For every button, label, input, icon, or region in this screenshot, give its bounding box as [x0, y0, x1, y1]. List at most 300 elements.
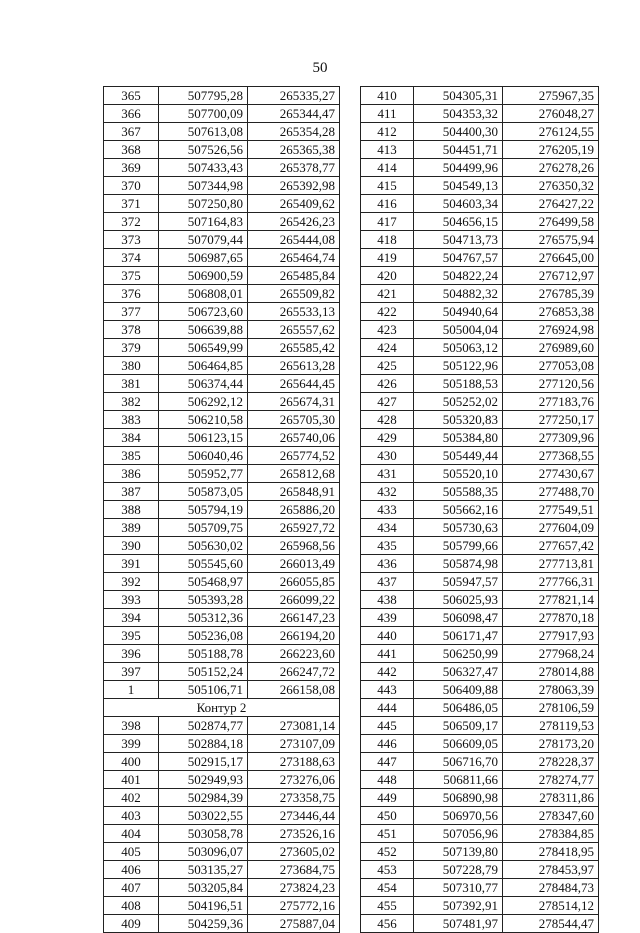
table-row: [361, 753, 599, 771]
point-number: 368: [104, 141, 159, 159]
table-row: [104, 825, 340, 843]
x-coordinate: 503096,07: [159, 843, 248, 861]
y-coordinate: 273605,02: [248, 843, 340, 861]
y-coordinate: 265585,42: [248, 339, 340, 357]
table-body: [361, 87, 599, 933]
point-number: 426: [361, 375, 414, 393]
x-coordinate: 507700,09: [159, 105, 248, 123]
y-coordinate: 276785,39: [503, 285, 599, 303]
y-coordinate: 277917,93: [503, 627, 599, 645]
y-coordinate: 275967,35: [503, 87, 599, 105]
point-number: 413: [361, 141, 414, 159]
table-row: [104, 339, 340, 357]
table-row: [104, 393, 340, 411]
x-coordinate: 505004,04: [414, 321, 503, 339]
table-row: [104, 879, 340, 897]
y-coordinate: 278544,47: [503, 915, 599, 933]
x-coordinate: 506639,88: [159, 321, 248, 339]
y-coordinate: 273684,75: [248, 861, 340, 879]
x-coordinate: 504196,51: [159, 897, 248, 915]
x-coordinate: 505947,57: [414, 573, 503, 591]
table-row: [104, 591, 340, 609]
table-row: [104, 807, 340, 825]
x-coordinate: 502949,93: [159, 771, 248, 789]
point-number: 392: [104, 573, 159, 591]
point-number: 374: [104, 249, 159, 267]
table-row: [104, 195, 340, 213]
table-row: [361, 897, 599, 915]
x-coordinate: 504882,32: [414, 285, 503, 303]
table-row: [361, 231, 599, 249]
table-row: [104, 411, 340, 429]
point-number: 388: [104, 501, 159, 519]
y-coordinate: 278514,12: [503, 897, 599, 915]
point-number: 446: [361, 735, 414, 753]
point-number: 454: [361, 879, 414, 897]
x-coordinate: 505799,66: [414, 537, 503, 555]
y-coordinate: 278384,85: [503, 825, 599, 843]
point-number: 417: [361, 213, 414, 231]
point-number: 448: [361, 771, 414, 789]
x-coordinate: 505393,28: [159, 591, 248, 609]
table-row: [104, 753, 340, 771]
x-coordinate: 506409,88: [414, 681, 503, 699]
table-row: [361, 771, 599, 789]
x-coordinate: 504713,73: [414, 231, 503, 249]
x-coordinate: 506970,56: [414, 807, 503, 825]
point-number: 429: [361, 429, 414, 447]
x-coordinate: 506171,47: [414, 627, 503, 645]
y-coordinate: 278418,95: [503, 843, 599, 861]
table-row: [361, 357, 599, 375]
x-coordinate: 506250,99: [414, 645, 503, 663]
point-number: 414: [361, 159, 414, 177]
x-coordinate: 506123,15: [159, 429, 248, 447]
point-number: 393: [104, 591, 159, 609]
point-number: 445: [361, 717, 414, 735]
point-number: 449: [361, 789, 414, 807]
y-coordinate: 265365,38: [248, 141, 340, 159]
y-coordinate: 265848,91: [248, 483, 340, 501]
x-coordinate: 503135,27: [159, 861, 248, 879]
x-coordinate: 504451,71: [414, 141, 503, 159]
y-coordinate: 265378,77: [248, 159, 340, 177]
point-number: 447: [361, 753, 414, 771]
point-number: 387: [104, 483, 159, 501]
point-number: 450: [361, 807, 414, 825]
point-number: 444: [361, 699, 414, 717]
point-number: 411: [361, 105, 414, 123]
x-coordinate: 505063,12: [414, 339, 503, 357]
x-coordinate: 505873,05: [159, 483, 248, 501]
x-coordinate: 505449,44: [414, 447, 503, 465]
x-coordinate: 505874,98: [414, 555, 503, 573]
point-number: 416: [361, 195, 414, 213]
point-number: 382: [104, 393, 159, 411]
x-coordinate: 506549,99: [159, 339, 248, 357]
x-coordinate: 502984,39: [159, 789, 248, 807]
x-coordinate: 507228,79: [414, 861, 503, 879]
table-row: [361, 105, 599, 123]
x-coordinate: 507079,44: [159, 231, 248, 249]
point-number: 383: [104, 411, 159, 429]
x-coordinate: 506098,47: [414, 609, 503, 627]
x-coordinate: 505709,75: [159, 519, 248, 537]
coordinates-table-right: [360, 86, 599, 933]
y-coordinate: 273107,09: [248, 735, 340, 753]
table-row: [104, 861, 340, 879]
table-row: [104, 375, 340, 393]
y-coordinate: 278106,59: [503, 699, 599, 717]
y-coordinate: 276205,19: [503, 141, 599, 159]
x-coordinate: 506025,93: [414, 591, 503, 609]
y-coordinate: 265392,98: [248, 177, 340, 195]
y-coordinate: 276124,55: [503, 123, 599, 141]
x-coordinate: 504305,31: [414, 87, 503, 105]
y-coordinate: 265444,08: [248, 231, 340, 249]
x-coordinate: 507164,83: [159, 213, 248, 231]
point-number: 431: [361, 465, 414, 483]
point-number: 401: [104, 771, 159, 789]
y-coordinate: 266055,85: [248, 573, 340, 591]
x-coordinate: 506811,66: [414, 771, 503, 789]
table-row: [104, 159, 340, 177]
y-coordinate: 273824,23: [248, 879, 340, 897]
point-number: 430: [361, 447, 414, 465]
point-number: 394: [104, 609, 159, 627]
table-row: [361, 735, 599, 753]
point-number: 427: [361, 393, 414, 411]
y-coordinate: 277870,18: [503, 609, 599, 627]
table-row: [361, 915, 599, 933]
x-coordinate: 505545,60: [159, 555, 248, 573]
x-coordinate: 506040,46: [159, 447, 248, 465]
table-row: [361, 537, 599, 555]
point-number: 409: [104, 915, 159, 933]
point-number: 419: [361, 249, 414, 267]
y-coordinate: 265354,28: [248, 123, 340, 141]
x-coordinate: 506464,85: [159, 357, 248, 375]
y-coordinate: 277713,81: [503, 555, 599, 573]
y-coordinate: 265509,82: [248, 285, 340, 303]
contour-label: Контур 2: [104, 699, 340, 717]
point-number: 423: [361, 321, 414, 339]
table-row: [104, 663, 340, 681]
point-number: 367: [104, 123, 159, 141]
table-row: [104, 915, 340, 933]
x-coordinate: 505952,77: [159, 465, 248, 483]
y-coordinate: 275772,16: [248, 897, 340, 915]
x-coordinate: 502874,77: [159, 717, 248, 735]
x-coordinate: 506327,47: [414, 663, 503, 681]
table-row: [104, 213, 340, 231]
x-coordinate: 506374,44: [159, 375, 248, 393]
x-coordinate: 506486,05: [414, 699, 503, 717]
table-row: [104, 357, 340, 375]
table-row: [104, 717, 340, 735]
table-row: [104, 105, 340, 123]
table-row: [361, 843, 599, 861]
table-row: [104, 843, 340, 861]
table-row: [361, 627, 599, 645]
x-coordinate: 506609,05: [414, 735, 503, 753]
point-number: 379: [104, 339, 159, 357]
x-coordinate: 506890,98: [414, 789, 503, 807]
table-row: [104, 141, 340, 159]
contour-header-row: [104, 699, 340, 717]
page-number: 50: [312, 60, 328, 76]
x-coordinate: 506716,70: [414, 753, 503, 771]
point-number: 420: [361, 267, 414, 285]
x-coordinate: 504767,57: [414, 249, 503, 267]
y-coordinate: 265613,28: [248, 357, 340, 375]
point-number: 373: [104, 231, 159, 249]
y-coordinate: 265644,45: [248, 375, 340, 393]
point-number: 380: [104, 357, 159, 375]
y-coordinate: 265968,56: [248, 537, 340, 555]
x-coordinate: 505236,08: [159, 627, 248, 645]
table-row: [361, 87, 599, 105]
point-number: 395: [104, 627, 159, 645]
x-coordinate: 502915,17: [159, 753, 248, 771]
table-row: [361, 465, 599, 483]
table-row: [361, 519, 599, 537]
table-row: [104, 447, 340, 465]
y-coordinate: 277053,08: [503, 357, 599, 375]
point-number: 399: [104, 735, 159, 753]
point-number: 418: [361, 231, 414, 249]
x-coordinate: 506210,58: [159, 411, 248, 429]
y-coordinate: 277430,67: [503, 465, 599, 483]
y-coordinate: 278228,37: [503, 753, 599, 771]
table-row: [361, 483, 599, 501]
point-number: 407: [104, 879, 159, 897]
y-coordinate: 277250,17: [503, 411, 599, 429]
y-coordinate: 265774,52: [248, 447, 340, 465]
point-number: 375: [104, 267, 159, 285]
table-row: [361, 339, 599, 357]
point-number: 366: [104, 105, 159, 123]
table-row: [104, 231, 340, 249]
y-coordinate: 278014,88: [503, 663, 599, 681]
table-row: [361, 645, 599, 663]
point-number: 369: [104, 159, 159, 177]
x-coordinate: 505106,71: [159, 681, 248, 699]
y-coordinate: 277657,42: [503, 537, 599, 555]
x-coordinate: 506509,17: [414, 717, 503, 735]
table-body: [104, 87, 340, 933]
y-coordinate: 265344,47: [248, 105, 340, 123]
y-coordinate: 273276,06: [248, 771, 340, 789]
y-coordinate: 265464,74: [248, 249, 340, 267]
y-coordinate: 265927,72: [248, 519, 340, 537]
y-coordinate: 277120,56: [503, 375, 599, 393]
x-coordinate: 504940,64: [414, 303, 503, 321]
point-number: 436: [361, 555, 414, 573]
point-number: 386: [104, 465, 159, 483]
point-number: 451: [361, 825, 414, 843]
table-row: [361, 321, 599, 339]
point-number: 455: [361, 897, 414, 915]
x-coordinate: 507433,43: [159, 159, 248, 177]
y-coordinate: 266247,72: [248, 663, 340, 681]
x-coordinate: 506808,01: [159, 285, 248, 303]
point-number: 389: [104, 519, 159, 537]
table-row: [361, 555, 599, 573]
y-coordinate: 277183,76: [503, 393, 599, 411]
table-row: [361, 375, 599, 393]
table-row: [104, 87, 340, 105]
point-number: 391: [104, 555, 159, 573]
y-coordinate: 265335,27: [248, 87, 340, 105]
point-number: 378: [104, 321, 159, 339]
y-coordinate: 278311,86: [503, 789, 599, 807]
x-coordinate: 505252,02: [414, 393, 503, 411]
point-number: 408: [104, 897, 159, 915]
y-coordinate: 278347,60: [503, 807, 599, 825]
y-coordinate: 266158,08: [248, 681, 340, 699]
x-coordinate: 504259,36: [159, 915, 248, 933]
point-number: 400: [104, 753, 159, 771]
y-coordinate: 276924,98: [503, 321, 599, 339]
x-coordinate: 507139,80: [414, 843, 503, 861]
y-coordinate: 277368,55: [503, 447, 599, 465]
y-coordinate: 276048,27: [503, 105, 599, 123]
table-row: [361, 789, 599, 807]
point-number: 405: [104, 843, 159, 861]
table-row: [104, 627, 340, 645]
x-coordinate: 507056,96: [414, 825, 503, 843]
table-row: [361, 573, 599, 591]
point-number: 397: [104, 663, 159, 681]
point-number: 410: [361, 87, 414, 105]
table-row: [361, 267, 599, 285]
table-row: [361, 303, 599, 321]
y-coordinate: 277766,31: [503, 573, 599, 591]
point-number: 370: [104, 177, 159, 195]
point-number: 452: [361, 843, 414, 861]
y-coordinate: 276989,60: [503, 339, 599, 357]
x-coordinate: 505188,53: [414, 375, 503, 393]
y-coordinate: 273081,14: [248, 717, 340, 735]
table-row: [104, 735, 340, 753]
x-coordinate: 506987,65: [159, 249, 248, 267]
y-coordinate: 265409,62: [248, 195, 340, 213]
point-number: 425: [361, 357, 414, 375]
y-coordinate: 266223,60: [248, 645, 340, 663]
table-row: [104, 465, 340, 483]
x-coordinate: 505152,24: [159, 663, 248, 681]
y-coordinate: 275887,04: [248, 915, 340, 933]
table-row: [361, 195, 599, 213]
point-number: 376: [104, 285, 159, 303]
y-coordinate: 273526,16: [248, 825, 340, 843]
y-coordinate: 277968,24: [503, 645, 599, 663]
table-row: [104, 177, 340, 195]
x-coordinate: 505588,35: [414, 483, 503, 501]
y-coordinate: 273358,75: [248, 789, 340, 807]
x-coordinate: 507344,98: [159, 177, 248, 195]
point-number: 422: [361, 303, 414, 321]
point-number: 1: [104, 681, 159, 699]
point-number: 456: [361, 915, 414, 933]
point-number: 396: [104, 645, 159, 663]
table-row: [104, 555, 340, 573]
point-number: 404: [104, 825, 159, 843]
point-number: 377: [104, 303, 159, 321]
x-coordinate: 505730,63: [414, 519, 503, 537]
y-coordinate: 277488,70: [503, 483, 599, 501]
point-number: 381: [104, 375, 159, 393]
y-coordinate: 278453,97: [503, 861, 599, 879]
table-row: [361, 285, 599, 303]
table-row: [361, 393, 599, 411]
point-number: 432: [361, 483, 414, 501]
x-coordinate: 505122,96: [414, 357, 503, 375]
table-row: [104, 789, 340, 807]
x-coordinate: 504603,34: [414, 195, 503, 213]
point-number: 438: [361, 591, 414, 609]
point-number: 365: [104, 87, 159, 105]
point-number: 415: [361, 177, 414, 195]
y-coordinate: 276350,32: [503, 177, 599, 195]
y-coordinate: 265740,06: [248, 429, 340, 447]
x-coordinate: 504400,30: [414, 123, 503, 141]
table-row: [361, 159, 599, 177]
table-row: [104, 303, 340, 321]
y-coordinate: 278119,53: [503, 717, 599, 735]
point-number: 442: [361, 663, 414, 681]
x-coordinate: 504822,24: [414, 267, 503, 285]
x-coordinate: 507526,56: [159, 141, 248, 159]
x-coordinate: 505468,97: [159, 573, 248, 591]
point-number: 453: [361, 861, 414, 879]
table-row: [104, 681, 340, 699]
table-row: [104, 609, 340, 627]
x-coordinate: 506723,60: [159, 303, 248, 321]
table-row: [361, 879, 599, 897]
table-row: [361, 123, 599, 141]
point-number: 390: [104, 537, 159, 555]
x-coordinate: 506900,59: [159, 267, 248, 285]
x-coordinate: 505662,16: [414, 501, 503, 519]
table-row: [361, 447, 599, 465]
point-number: 412: [361, 123, 414, 141]
point-number: 406: [104, 861, 159, 879]
point-number: 443: [361, 681, 414, 699]
y-coordinate: 273446,44: [248, 807, 340, 825]
x-coordinate: 507795,28: [159, 87, 248, 105]
table-row: [361, 825, 599, 843]
point-number: 435: [361, 537, 414, 555]
table-row: [361, 609, 599, 627]
y-coordinate: 265674,31: [248, 393, 340, 411]
table-row: [361, 177, 599, 195]
y-coordinate: 276712,97: [503, 267, 599, 285]
x-coordinate: 504549,13: [414, 177, 503, 195]
y-coordinate: 278173,20: [503, 735, 599, 753]
x-coordinate: 507250,80: [159, 195, 248, 213]
point-number: 441: [361, 645, 414, 663]
point-number: 398: [104, 717, 159, 735]
x-coordinate: 507481,97: [414, 915, 503, 933]
y-coordinate: 266099,22: [248, 591, 340, 609]
y-coordinate: 265426,23: [248, 213, 340, 231]
x-coordinate: 503058,78: [159, 825, 248, 843]
point-number: 384: [104, 429, 159, 447]
x-coordinate: 503205,84: [159, 879, 248, 897]
y-coordinate: 265812,68: [248, 465, 340, 483]
